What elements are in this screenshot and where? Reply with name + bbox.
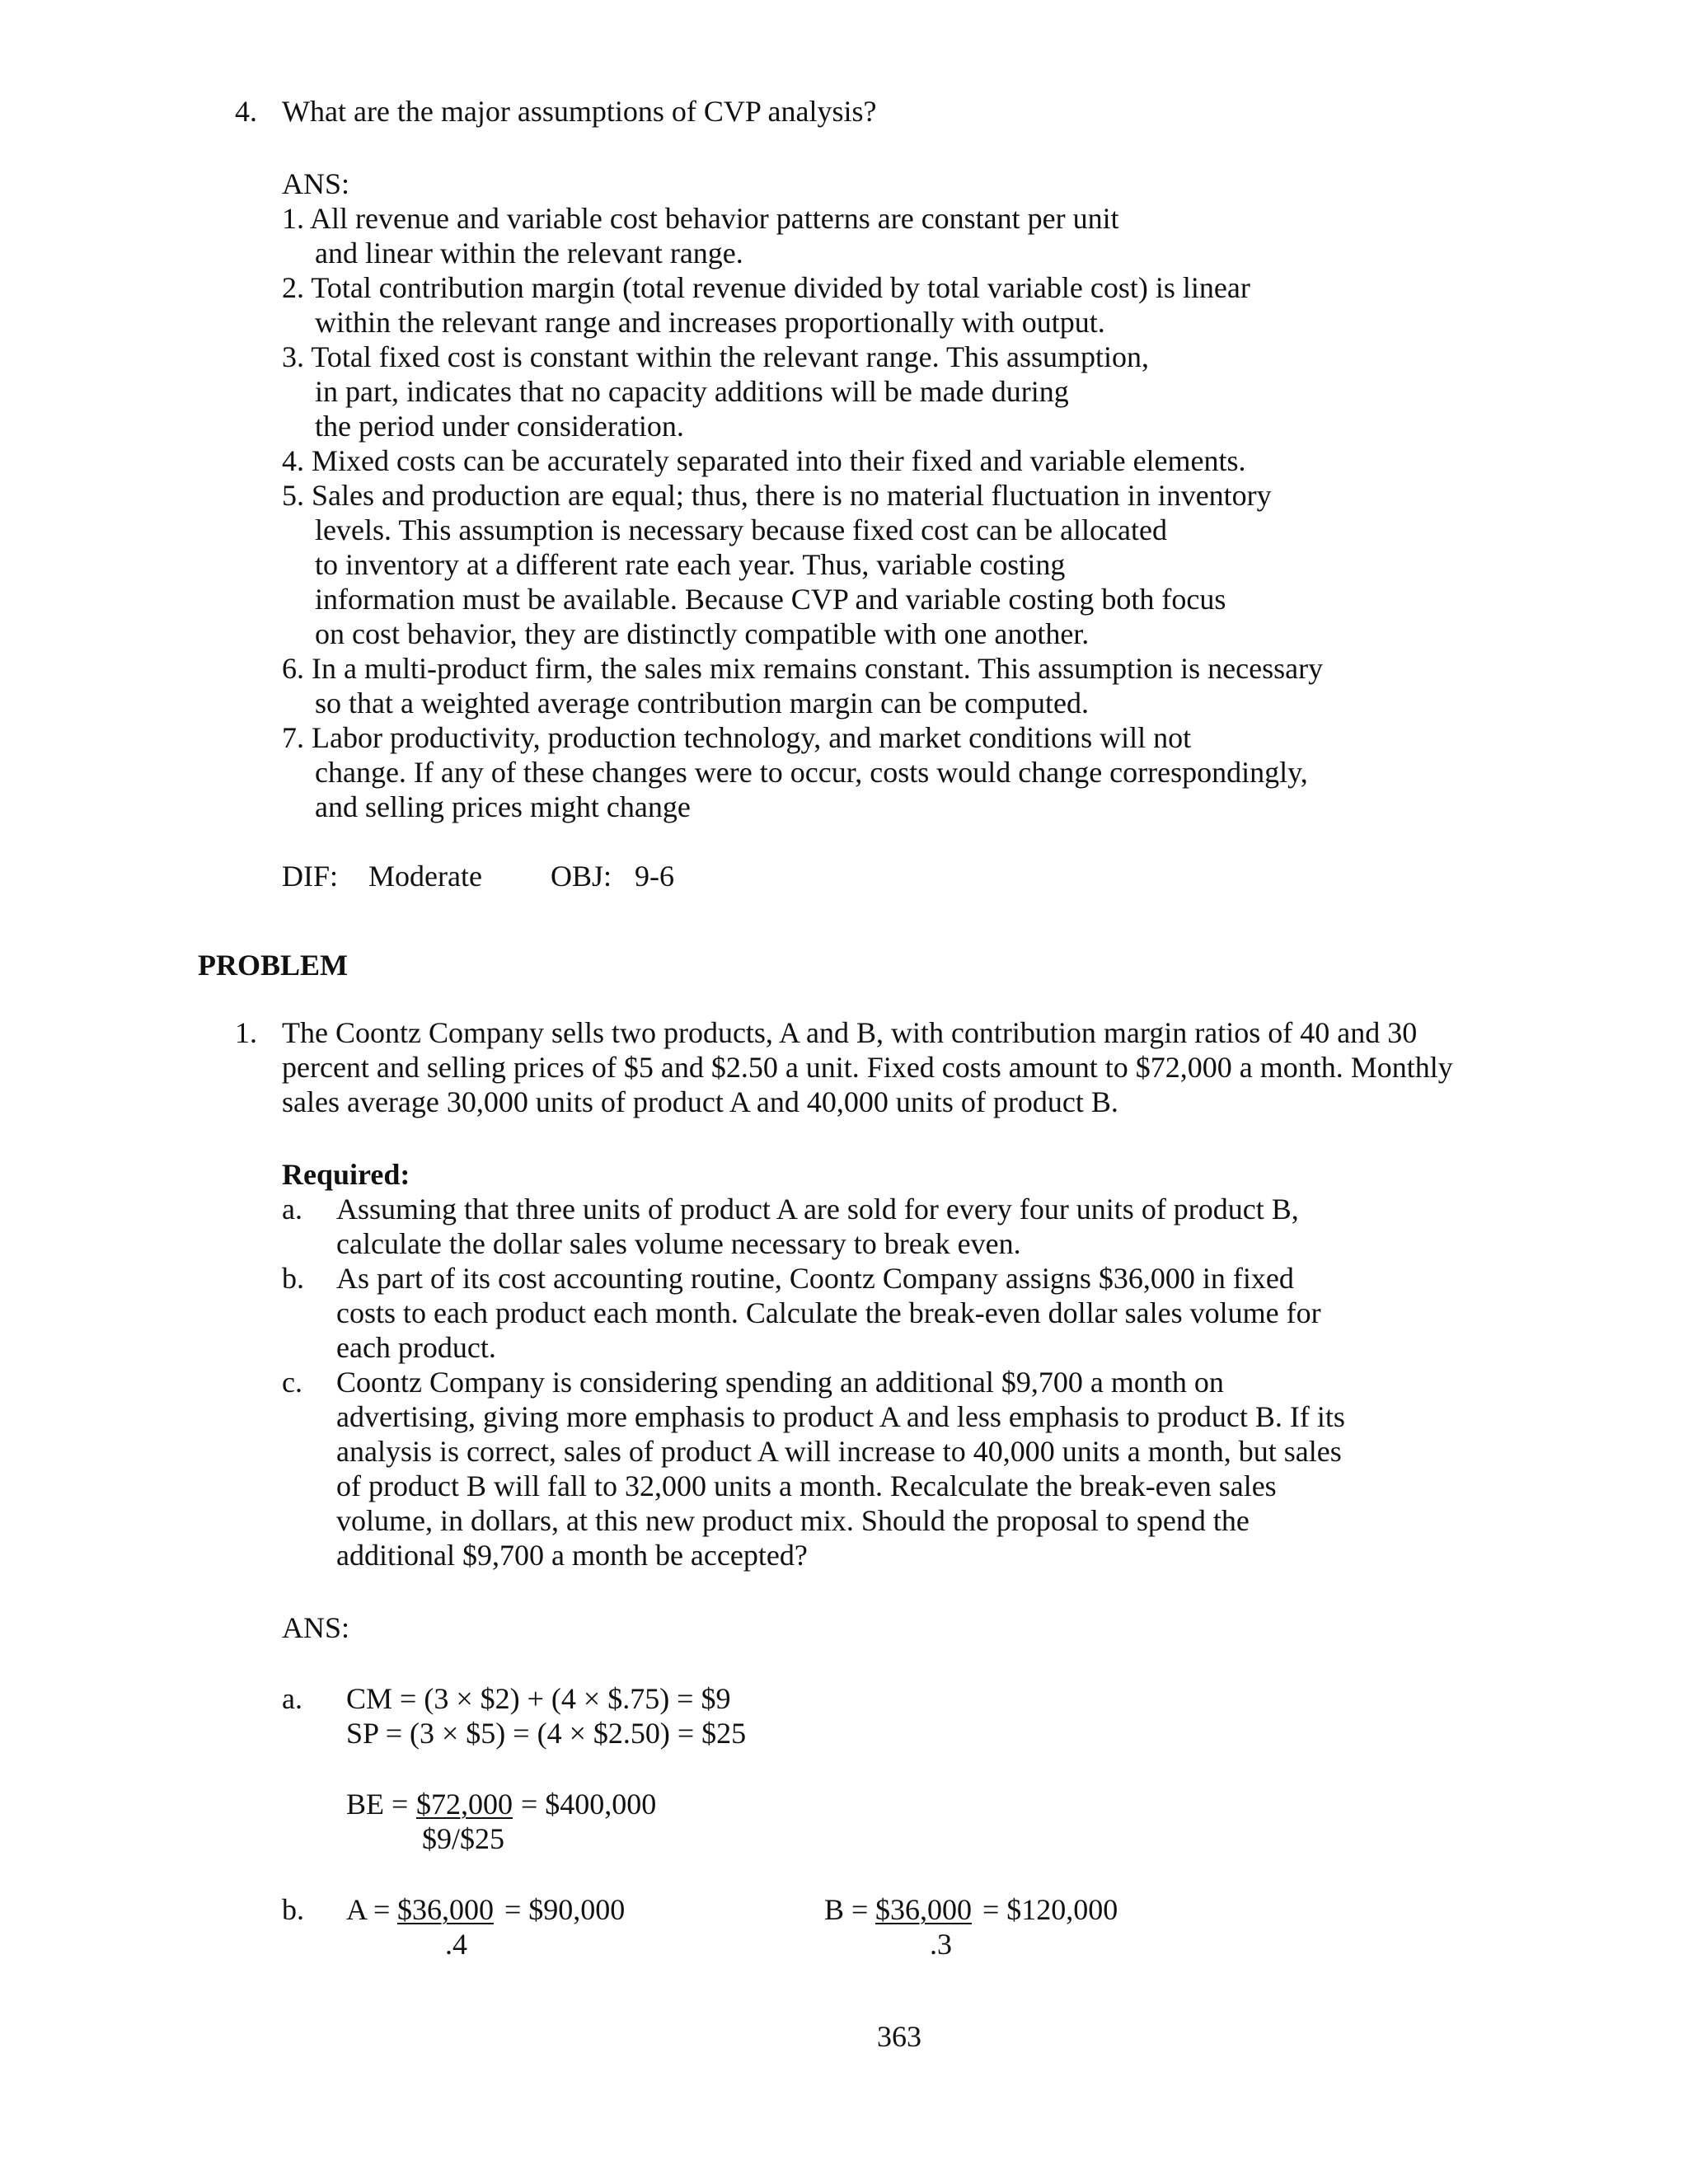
solution-letter: b. bbox=[282, 1893, 304, 1926]
answer-line: 6. In a multi-product firm, the sales mix remains constant. This assumption is necessary bbox=[282, 652, 1324, 685]
part-line: Assuming that three units of product A are sold for every four units of product B, bbox=[336, 1193, 1299, 1226]
answer-line: 1. All revenue and variable cost behavior patterns are constant per unit bbox=[282, 202, 1119, 235]
a-prefix: A = bbox=[346, 1893, 391, 1926]
b-result: = $120,000 bbox=[982, 1893, 1118, 1926]
part-line: calculate the dollar sales volume necessary to break even. bbox=[336, 1227, 1021, 1260]
answer-line: the period under consideration. bbox=[315, 410, 684, 443]
part-line: Coontz Company is considering spending an additional $9,700 a month on bbox=[336, 1366, 1224, 1399]
be-result: = $400,000 bbox=[521, 1788, 657, 1821]
part-letter: c. bbox=[282, 1366, 302, 1399]
answer-line: 5. Sales and production are equal; thus, there is no material fluctuation in inventory bbox=[282, 479, 1272, 512]
required-label: Required: bbox=[282, 1158, 410, 1191]
part-letter: a. bbox=[282, 1193, 302, 1226]
answer-line: 2. Total contribution margin (total revenue divided by total variable cost) is linear bbox=[282, 271, 1250, 304]
b-numerator: $36,000 bbox=[875, 1893, 972, 1926]
question-number: 4. bbox=[235, 95, 257, 128]
answer-line: in part, indicates that no capacity additions will be made during bbox=[315, 375, 1069, 408]
answer-label: ANS: bbox=[282, 167, 350, 200]
answer-line: 4. Mixed costs can be accurately separated into their fixed and variable elements. bbox=[282, 444, 1246, 477]
answer-line: to inventory at a different rate each year. Thus, variable costing bbox=[315, 548, 1066, 581]
be-denominator: $9/$25 bbox=[422, 1822, 505, 1855]
a-denominator: .4 bbox=[445, 1928, 467, 1961]
part-line: additional $9,700 a month be accepted? bbox=[336, 1539, 808, 1572]
sp-formula: SP = (3 × $5) = (4 × $2.50) = $25 bbox=[346, 1717, 747, 1750]
objective-label: OBJ: bbox=[551, 860, 612, 893]
answer-line: within the relevant range and increases proportionally with output. bbox=[315, 306, 1105, 339]
part-line: As part of its cost accounting routine, Coontz Company assigns $36,000 in fixed bbox=[336, 1262, 1294, 1295]
problem-line: sales average 30,000 units of product A and 40,000 units of product B. bbox=[282, 1085, 1118, 1118]
section-heading: PROBLEM bbox=[198, 949, 349, 982]
answer-line: 3. Total fixed cost is constant within the relevant range. This assumption, bbox=[282, 340, 1149, 373]
solution-letter: a. bbox=[282, 1682, 302, 1715]
question-text: What are the major assumptions of CVP analysis? bbox=[282, 95, 877, 128]
part-line: advertising, giving more emphasis to product A and less emphasis to product B. If its bbox=[336, 1400, 1345, 1433]
problem-line: percent and selling prices of $5 and $2.50 a unit. Fixed costs amount to $72,000 a month. Monthly bbox=[282, 1051, 1453, 1084]
answer-line: 7. Labor productivity, production technology, and market conditions will not bbox=[282, 721, 1192, 754]
be-prefix: BE = bbox=[346, 1788, 409, 1821]
b-denominator: .3 bbox=[930, 1928, 952, 1961]
problem-line: The Coontz Company sells two products, A and B, with contribution margin ratios of 40 and 30 bbox=[282, 1016, 1418, 1049]
part-line: of product B will fall to 32,000 units a month. Recalculate the break-even sales bbox=[336, 1469, 1277, 1502]
part-line: costs to each product each month. Calculate the break-even dollar sales volume for bbox=[336, 1296, 1321, 1329]
problem-number: 1. bbox=[235, 1016, 257, 1049]
be-numerator: $72,000 bbox=[416, 1788, 513, 1821]
objective-value: 9-6 bbox=[635, 860, 674, 893]
difficulty-label: DIF: bbox=[282, 860, 339, 893]
part-line: analysis is correct, sales of product A will increase to 40,000 units a month, but sales bbox=[336, 1435, 1342, 1468]
b-prefix: B = bbox=[824, 1893, 869, 1926]
part-line: each product. bbox=[336, 1331, 496, 1364]
answer-line: and linear within the relevant range. bbox=[315, 237, 743, 269]
answer-line: change. If any of these changes were to occur, costs would change correspondingly, bbox=[315, 756, 1308, 789]
answer-line: and selling prices might change bbox=[315, 790, 691, 823]
a-numerator: $36,000 bbox=[397, 1893, 494, 1926]
answer-line: levels. This assumption is necessary because fixed cost can be allocated bbox=[315, 513, 1167, 546]
part-letter: b. bbox=[282, 1262, 304, 1295]
part-line: volume, in dollars, at this new product mix. Should the proposal to spend the bbox=[336, 1504, 1250, 1537]
cm-formula: CM = (3 × $2) + (4 × $.75) = $9 bbox=[346, 1682, 731, 1715]
a-result: = $90,000 bbox=[504, 1893, 626, 1926]
page-number: 363 bbox=[877, 2020, 921, 2053]
answer-label: ANS: bbox=[282, 1611, 350, 1644]
answer-line: on cost behavior, they are distinctly compatible with one another. bbox=[315, 617, 1090, 650]
difficulty-value: Moderate bbox=[368, 860, 482, 893]
answer-line: so that a weighted average contribution margin can be computed. bbox=[315, 687, 1090, 719]
answer-line: information must be available. Because CVP and variable costing both focus bbox=[315, 583, 1226, 616]
